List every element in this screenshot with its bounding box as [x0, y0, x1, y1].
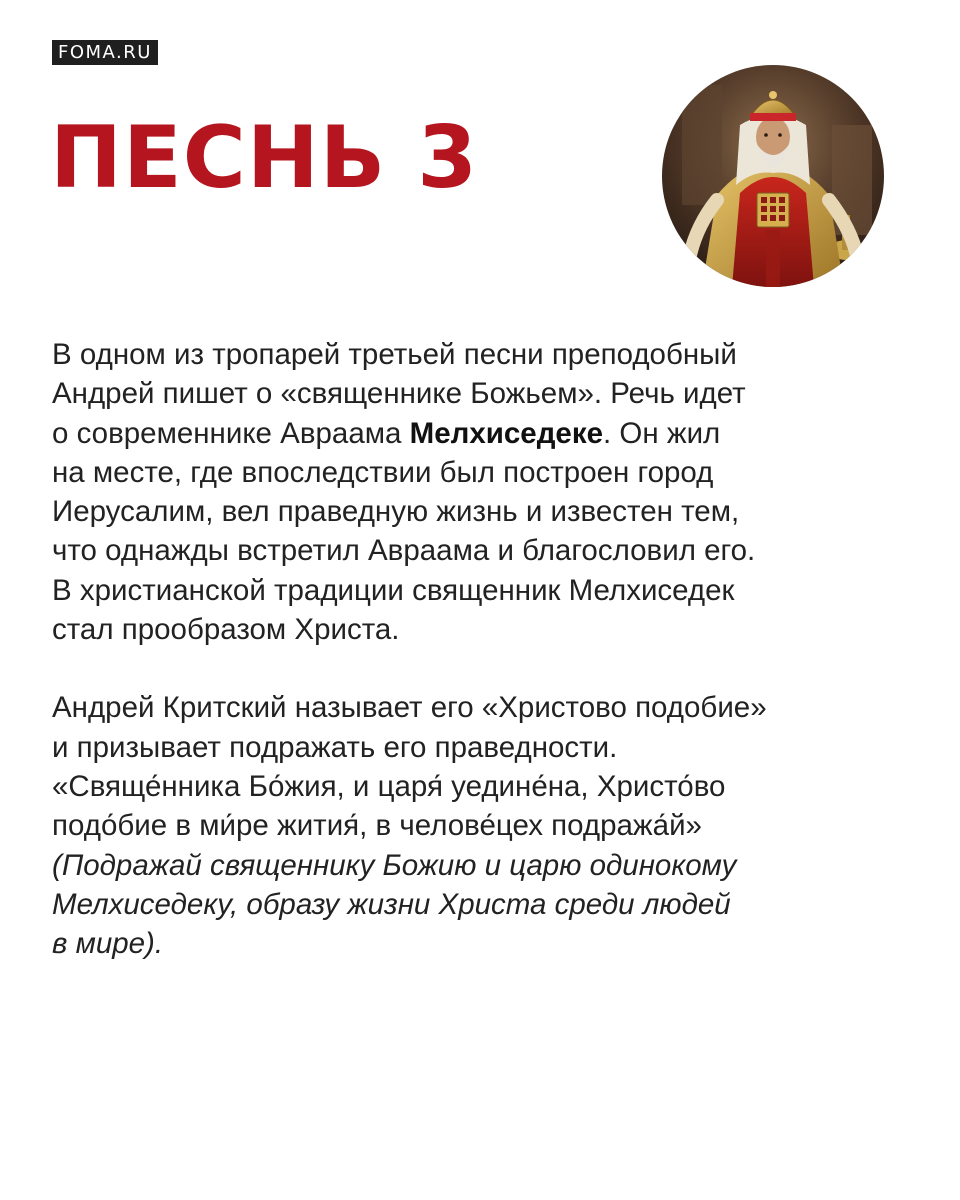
paragraph-line: стал прообразом Христа.	[52, 613, 400, 647]
paragraph-line: «Свяще́нника Бо́жия, и царя́ уедине́на, Христо́во	[52, 769, 726, 803]
paragraph-1	[52, 335, 912, 649]
paragraph-line: и призывает подражать его праведности.	[52, 730, 618, 764]
paragraph-line: В христианской традиции священник Мелхиседек	[52, 573, 735, 607]
paragraph-line: что однажды встретил Авраама и благословил его.	[52, 534, 756, 568]
translation-line: (Подражай священнику Божию и царю одинокому	[52, 848, 737, 882]
paragraph-2	[52, 688, 912, 963]
translation-line: Мелхиседеку, образу жизни Христа среди людей	[52, 887, 731, 921]
name-melchizedek-bold: Мелхиседеке	[409, 416, 604, 450]
melchizedek-portrait-image	[662, 65, 884, 287]
paragraph-line: подо́бие в ми́ре жития́, в челове́цех подража́й»	[52, 809, 702, 843]
paragraph-line: Иерусалим, вел праведную жизнь и известен тем,	[52, 495, 740, 529]
paragraph-line: на месте, где впоследствии был построен город	[52, 455, 714, 489]
article-body	[52, 335, 912, 963]
translation-line: в мире).	[52, 927, 164, 961]
paragraph-line: Андрей пишет о «священнике Божьем». Речь идет	[52, 377, 746, 411]
paragraph-line: Андрей Критский называет его «Христово подобие»	[52, 691, 767, 725]
brand-logo: FOMA.RU	[52, 40, 158, 65]
paragraph-line: о современнике Авраама Мелхиседеке. Он жил	[52, 416, 721, 450]
page-title: ПЕСНЬ 3	[50, 108, 479, 208]
melchizedek-portrait	[662, 65, 884, 287]
paragraph-line: В одном из тропарей третьей песни преподобный	[52, 338, 737, 371]
